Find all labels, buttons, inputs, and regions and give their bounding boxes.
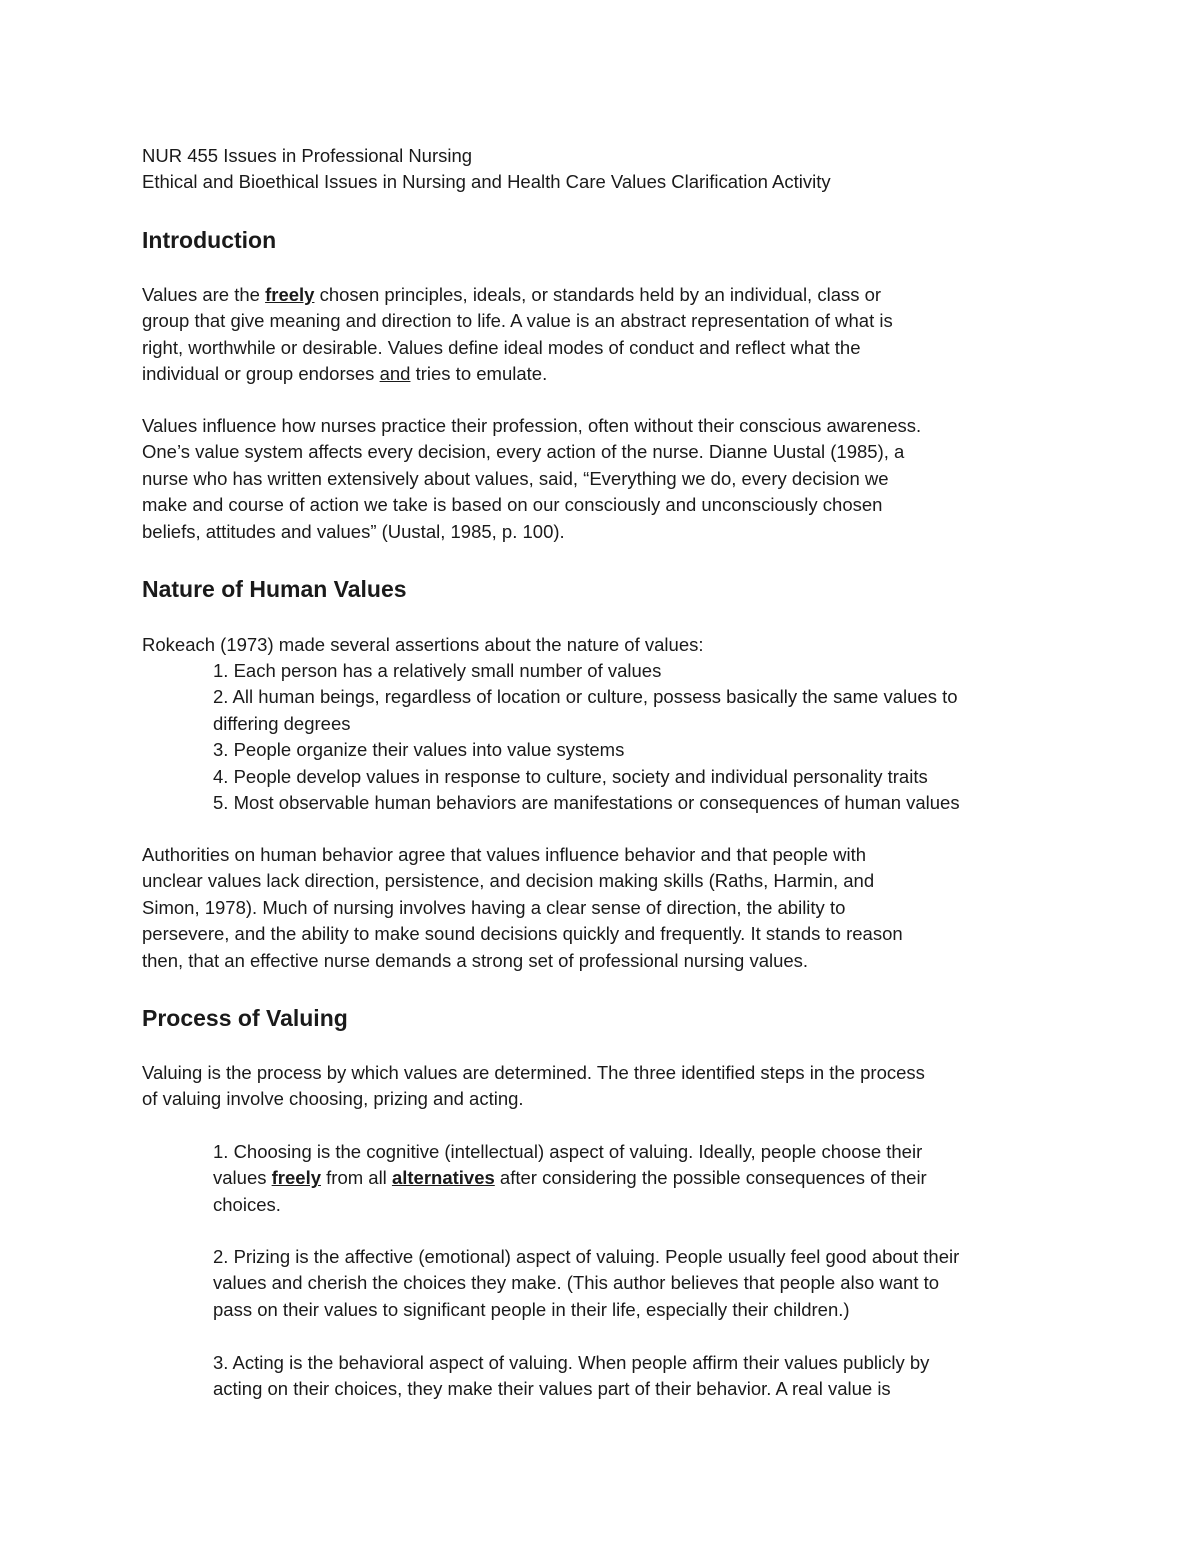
heading-process-of-valuing: Process of Valuing (142, 1005, 348, 1031)
intro-paragraph-1 (142, 282, 893, 388)
text-line: Values are the freely chosen principles, ideals, or standards held by an individual, class or (142, 284, 882, 305)
text-line: values and cherish the choices they make. (This author believes that people also want to (213, 1272, 940, 1294)
assertions-list (213, 658, 960, 816)
step-choosing (213, 1139, 927, 1218)
text-line: 3. Acting is the behavioral aspect of valuing. When people affirm their values publicly by (213, 1352, 930, 1373)
list-item: 4. People develop values in response to culture, society and individual personality traits (213, 765, 928, 787)
course-title: NUR 455 Issues in Professional Nursing (142, 145, 473, 166)
list-item: 3. People organize their values into value systems (213, 739, 625, 761)
nature-paragraph (142, 842, 903, 974)
emphasis-freely: freely (265, 284, 315, 305)
heading-nature-of-human-values: Nature of Human Values (142, 576, 407, 602)
list-item: 5. Most observable human behaviors are manifestations or consequences of human values (213, 792, 960, 814)
text-line: make and course of action we take is based on our consciously and unconsciously chosen (142, 494, 883, 516)
text-line: Valuing is the process by which values are determined. The three identified steps in the process (142, 1062, 925, 1083)
emphasis-alternatives: alternatives (391, 1167, 495, 1189)
intro-paragraph-2 (142, 413, 921, 545)
emphasis-and: and (379, 363, 411, 385)
text-line: individual or group endorses and tries to emulate. (142, 363, 548, 385)
text-line: Authorities on human behavior agree that values influence behavior and that people with (142, 844, 867, 865)
text-line: then, that an effective nurse demands a strong set of professional nursing values. (142, 949, 809, 971)
document-header (142, 143, 831, 196)
emphasis-freely: freely (271, 1167, 321, 1189)
heading-introduction: Introduction (142, 227, 277, 253)
list-item: 1. Each person has a relatively small number of values (213, 660, 662, 681)
text-line: 1. Choosing is the cognitive (intellectual) aspect of valuing. Ideally, people choose their (213, 1141, 923, 1162)
step-acting (213, 1350, 929, 1403)
text-line: group that give meaning and direction to life. A value is an abstract representation of what is (142, 310, 893, 332)
text-line: One’s value system affects every decision, every action of the nurse. Dianne Uustal (1985), a (142, 441, 905, 463)
text-line: pass on their values to significant people in their life, especially their children.) (213, 1298, 850, 1320)
activity-title: Ethical and Bioethical Issues in Nursing and Health Care Values Clarification Activity (142, 171, 831, 193)
text-line: beliefs, attitudes and values” (Uustal, 1985, p. 100). (142, 520, 565, 542)
text-line: acting on their choices, they make their values part of their behavior. A real value is (213, 1378, 891, 1400)
text-line: nurse who has written extensively about values, said, “Everything we do, every decision we (142, 467, 889, 489)
process-intro (142, 1060, 925, 1113)
text-line: values freely from all alternatives after considering the possible consequences of their (213, 1167, 927, 1189)
text-line: Values influence how nurses practice their profession, often without their conscious awareness. (142, 415, 922, 436)
text-line: unclear values lack direction, persistence, and decision making skills (Raths, Harmin, and (142, 870, 875, 892)
text-line: of valuing involve choosing, prizing and acting. (142, 1088, 524, 1110)
step-prizing (213, 1244, 959, 1323)
text-line: choices. (213, 1193, 281, 1215)
list-item: differing degrees (213, 712, 351, 734)
text-line: Simon, 1978). Much of nursing involves having a clear sense of direction, the ability to (142, 896, 846, 918)
list-item: 2. All human beings, regardless of location or culture, possess basically the same values to (213, 686, 958, 708)
text-line: 2. Prizing is the affective (emotional) aspect of valuing. People usually feel good about their (213, 1246, 960, 1267)
nature-intro: Rokeach (1973) made several assertions about the nature of values: (142, 634, 704, 655)
text-line: right, worthwhile or desirable. Values define ideal modes of conduct and reflect what the (142, 336, 861, 358)
text-line: persevere, and the ability to make sound decisions quickly and frequently. It stands to reason (142, 923, 903, 945)
